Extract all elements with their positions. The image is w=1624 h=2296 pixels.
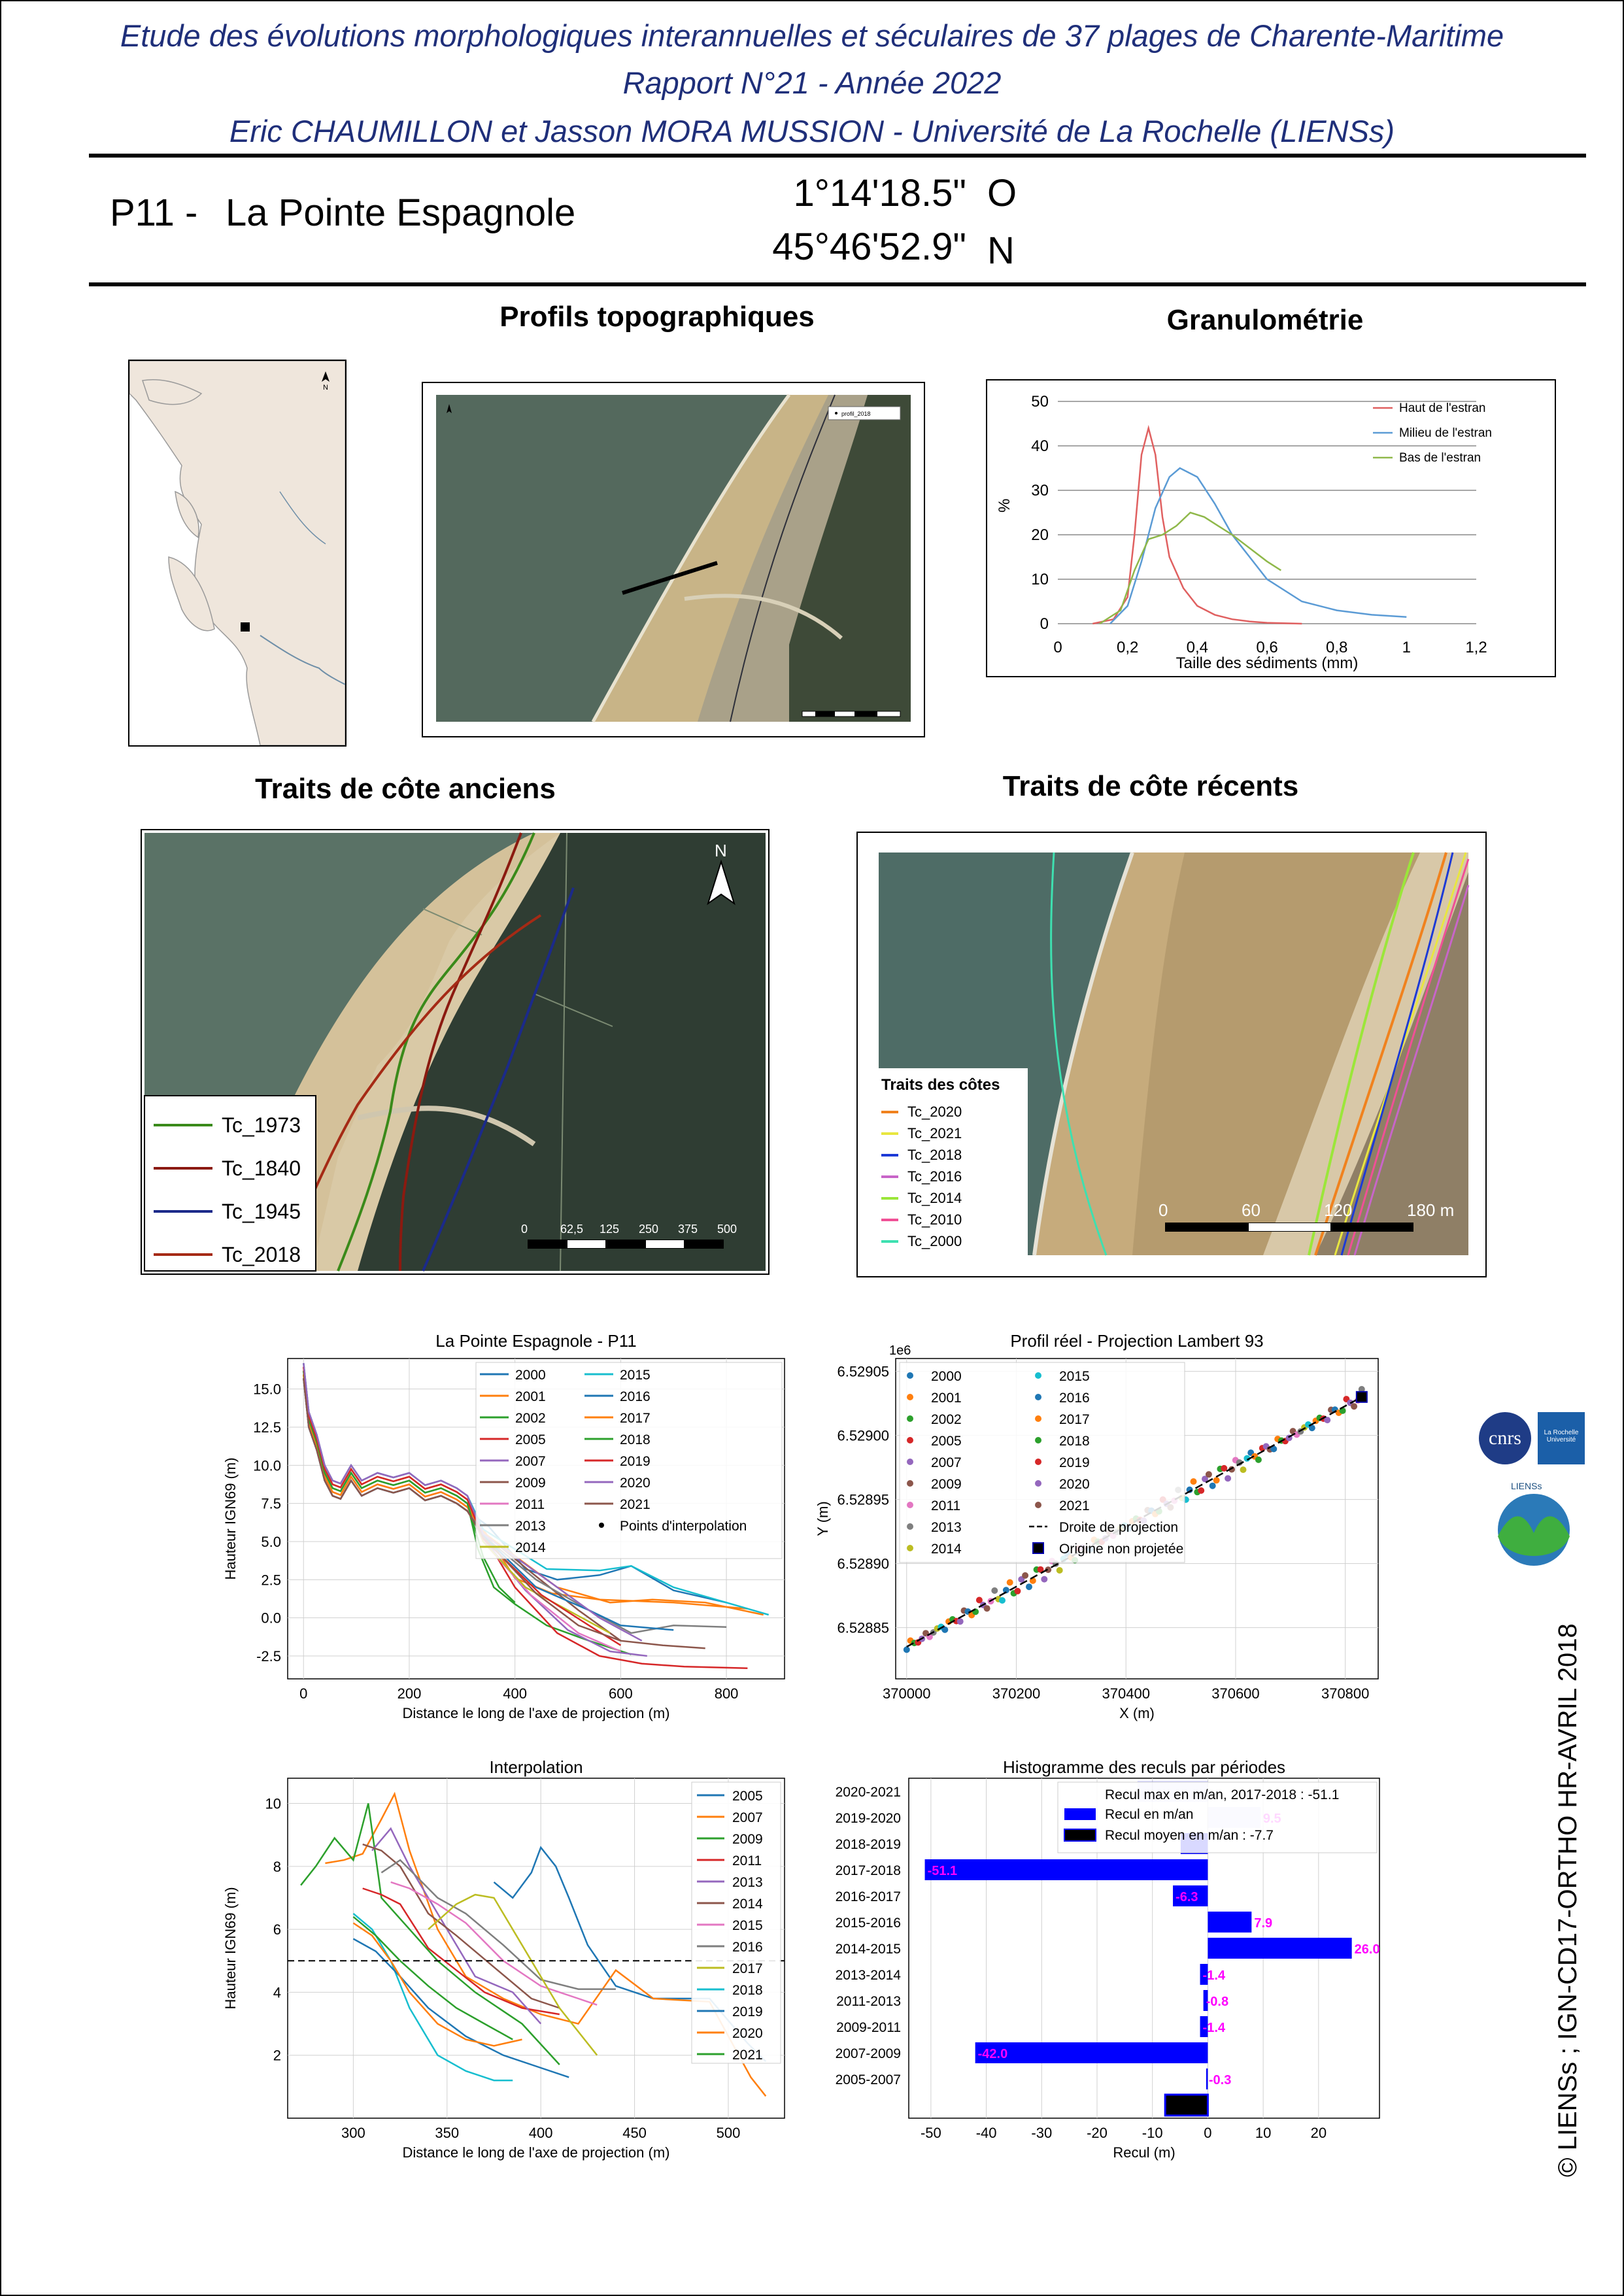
- x-tick-label: 0,8: [1325, 639, 1348, 656]
- image-credit: © LIENSs ; IGN-CD17-ORTHO HR-AVRIL 2018: [1553, 1623, 1582, 2177]
- legend-label: 2016: [1059, 1391, 1090, 1406]
- data-point: [1022, 1572, 1028, 1579]
- legend-marker: [907, 1480, 913, 1487]
- legend-label: 2002: [931, 1412, 962, 1427]
- legend-label: 2016: [620, 1389, 651, 1404]
- legend-item: [881, 1123, 962, 1144]
- real-profile-chart: [811, 1321, 1399, 1732]
- x-tick-label: 350: [435, 2125, 460, 2141]
- legend-item: [154, 1233, 301, 1275]
- scale-label: 125: [600, 1223, 620, 1236]
- header-rule-top: [89, 154, 1586, 158]
- section-title-profils: Profils topographiques: [499, 301, 815, 333]
- y-tick-label: 0.0: [261, 1610, 281, 1627]
- x-tick-label: 10: [1255, 2125, 1272, 2141]
- legend-label: Tc_2018: [222, 1242, 301, 1266]
- x-tick-label: 450: [622, 2125, 647, 2141]
- legend-label: Tc_2010: [907, 1211, 962, 1228]
- legend-marker: [907, 1415, 913, 1422]
- scale-label: 180 m: [1407, 1200, 1455, 1220]
- legend-label: Tc_1840: [222, 1156, 301, 1180]
- y-tick-label: 8: [273, 1858, 281, 1875]
- legend-swatch: [881, 1219, 898, 1221]
- y-tick-label: 2016-2017: [835, 1889, 901, 1904]
- x-tick-label: 400: [503, 1685, 528, 1702]
- data-point: [1026, 1583, 1032, 1590]
- scale-segment: [1165, 1223, 1248, 1232]
- legend-label: 2015: [620, 1368, 651, 1383]
- x-tick-label: 500: [716, 2125, 741, 2141]
- section-title-granulo: Granulométrie: [1166, 304, 1364, 336]
- legend-marker: [1035, 1502, 1041, 1508]
- legend-label: 2005: [515, 1432, 546, 1447]
- bar: [975, 2042, 1208, 2063]
- x-tick-label: 0: [299, 1685, 308, 1702]
- bar: [1208, 1912, 1251, 1933]
- bar: [925, 1859, 1208, 1880]
- legend-item: [881, 1230, 962, 1252]
- legend-label: 2017: [732, 1961, 763, 1976]
- y-tick-label: 10: [265, 1795, 281, 1812]
- scale-segment: [528, 1240, 567, 1249]
- data-point: [984, 1605, 990, 1612]
- legend-label: 2007: [931, 1455, 962, 1470]
- legend-label: 2019: [732, 2004, 763, 2019]
- legend-label: 2016: [732, 1940, 763, 1955]
- legend-label: Haut de l'estran: [1399, 401, 1486, 415]
- data-point: [1240, 1466, 1247, 1473]
- bar-value-label: 26.0: [1354, 1942, 1380, 1957]
- x-tick-label: 370400: [1102, 1685, 1150, 1702]
- profile-map-legend: profil_2018: [841, 411, 871, 417]
- data-point: [991, 1587, 998, 1594]
- data-point: [1351, 1403, 1357, 1410]
- profiles-chart: [216, 1321, 798, 1732]
- y-tick-label: 2019-2020: [835, 1811, 901, 1826]
- site-latitude: 45°46'52.9": [772, 226, 966, 268]
- profile-aerial-map: [422, 382, 925, 737]
- scale-label: 0: [521, 1223, 528, 1236]
- y-tick-label: 2.5: [261, 1572, 281, 1589]
- legend-swatch: [154, 1124, 212, 1126]
- legend-swatch: [881, 1175, 898, 1178]
- legend-label: Tc_2014: [907, 1189, 962, 1206]
- legend-swatch: [881, 1154, 898, 1156]
- svg-text:N: N: [715, 841, 727, 860]
- report-title: Etude des évolutions morphologiques interannuelles et séculaires de 37 plages de Charente-Maritime: [120, 18, 1504, 53]
- site-longitude: 1°14'18.5": [793, 172, 966, 214]
- legend-label: 2007: [515, 1454, 546, 1469]
- legend-item: [881, 1144, 962, 1166]
- y-tick-label: 6.52900: [837, 1427, 889, 1444]
- legend-label: 2009: [515, 1476, 546, 1491]
- legend-label: 2020: [732, 2026, 763, 2041]
- legend-label: 2013: [515, 1519, 546, 1534]
- granulometry-chart: [986, 379, 1556, 677]
- legend-label: Recul en m/an: [1105, 1807, 1194, 1822]
- legend-label: 2011: [931, 1498, 961, 1513]
- scale-segment: [1248, 1223, 1331, 1232]
- chart-title: Histogramme des reculs par périodes: [1002, 1757, 1286, 1777]
- scale-label: 0: [1159, 1200, 1168, 1220]
- legend-label: 2020: [620, 1476, 651, 1491]
- scale-label: 60: [1242, 1200, 1260, 1220]
- svg-text:N: N: [323, 384, 328, 392]
- y-tick-label: 50: [1031, 393, 1049, 411]
- origin-marker: [1357, 1392, 1367, 1402]
- legend-label: 2005: [732, 1789, 763, 1804]
- legend-marker: [599, 1523, 604, 1528]
- x-tick-label: 370600: [1211, 1685, 1260, 1702]
- x-tick-label: -50: [920, 2125, 941, 2141]
- legend-label: 2011: [515, 1497, 545, 1512]
- data-point: [1041, 1576, 1047, 1583]
- legend-marker: [907, 1394, 913, 1400]
- legend-label: Tc_2016: [907, 1168, 962, 1185]
- scale-label: 250: [639, 1223, 659, 1236]
- x-axis-label: Recul (m): [1113, 2144, 1176, 2161]
- y-axis-label: Y (m): [815, 1501, 831, 1536]
- legend-label: 2002: [515, 1411, 546, 1426]
- legend-label: 2014: [931, 1542, 962, 1557]
- legend-marker: [1035, 1415, 1041, 1422]
- site-latitude-dir: N: [987, 229, 1015, 272]
- y-tick-label: 5.0: [261, 1534, 281, 1550]
- bar: [1208, 1938, 1351, 1959]
- site-longitude-dir: O: [987, 172, 1017, 214]
- site-name: La Pointe Espagnole: [226, 192, 576, 234]
- legend-label: Tc_2020: [907, 1103, 962, 1120]
- data-point: [1206, 1471, 1212, 1477]
- x-tick-label: 1: [1402, 639, 1412, 656]
- y-tick-label: 6.52890: [837, 1555, 889, 1572]
- y-tick-label: 12.5: [253, 1419, 281, 1436]
- legend-label: 2013: [732, 1875, 763, 1890]
- legend-label: 2007: [732, 1810, 763, 1825]
- scale-segment: [645, 1240, 685, 1249]
- y-tick-label: 30: [1031, 482, 1049, 499]
- legend-marker: [1035, 1437, 1041, 1443]
- x-tick-label: 800: [714, 1685, 739, 1702]
- legend-swatch: [154, 1253, 212, 1256]
- scale-label: 375: [678, 1223, 698, 1236]
- legend-item: [881, 1101, 962, 1123]
- legend-label: Tc_2021: [907, 1124, 962, 1141]
- data-point: [1213, 1477, 1220, 1483]
- y-tick-label: -2.5: [256, 1648, 281, 1664]
- y-tick-label: 2: [273, 2047, 281, 2064]
- legend-label: 2020: [1059, 1477, 1090, 1492]
- y-tick-label: 2005-2007: [835, 2072, 901, 2087]
- interpolation-chart: [216, 1752, 798, 2184]
- section-title-anciens: Traits de côte anciens: [255, 773, 556, 805]
- y-tick-label: 20: [1031, 526, 1049, 544]
- interp-line: [353, 1917, 513, 2040]
- legend-label: 2018: [732, 1983, 763, 1998]
- legend-label: 2009: [732, 1832, 763, 1847]
- y-tick-label: 4: [273, 1984, 281, 2001]
- legend-label: Tc_2018: [907, 1146, 962, 1163]
- legend-swatch: [1064, 1829, 1096, 1841]
- legend-item: [154, 1147, 301, 1190]
- legend-marker: [907, 1437, 913, 1443]
- y-tick-label: 7.5: [261, 1495, 281, 1512]
- legend-marker: [907, 1372, 913, 1379]
- legend-label: 2001: [931, 1391, 962, 1406]
- x-tick-label: 0: [1053, 639, 1062, 656]
- y-axis-label: Hauteur IGN69 (m): [222, 1457, 239, 1580]
- y-tick-label: 2014-2015: [835, 1942, 901, 1957]
- legend-label: 2001: [515, 1389, 546, 1404]
- legend-marker: [1033, 1543, 1043, 1553]
- y-axis-label: %: [996, 498, 1013, 513]
- x-tick-label: 0,2: [1116, 639, 1139, 656]
- x-tick-label: 1,2: [1465, 639, 1487, 656]
- y-axis-label: Hauteur IGN69 (m): [222, 1887, 239, 2010]
- scale-label: 500: [717, 1223, 737, 1236]
- legend-label: Recul moyen en m/an : -7.7: [1105, 1828, 1274, 1843]
- legend-label: 2000: [931, 1369, 962, 1384]
- bar: [1206, 2068, 1208, 2089]
- bar-value-label: -6.3: [1176, 1890, 1198, 1904]
- scale-label: 120: [1324, 1200, 1353, 1220]
- scale-segment: [685, 1240, 724, 1249]
- lienss-logo-text: LIENSs: [1511, 1481, 1542, 1491]
- scale-label: 62,5: [560, 1223, 584, 1236]
- y-tick-label: 2011-2013: [836, 1994, 901, 2009]
- header-rule-bottom: [89, 282, 1586, 286]
- data-point: [1255, 1457, 1262, 1463]
- legend-label: Origine non projetée: [1059, 1542, 1184, 1557]
- y-tick-label: 2007-2009: [835, 2046, 901, 2061]
- chart-title: La Pointe Espagnole - P11: [435, 1331, 637, 1351]
- data-point: [904, 1646, 910, 1653]
- scale-segment: [606, 1240, 645, 1249]
- legend-label: 2017: [620, 1411, 651, 1426]
- chart-title: Profil réel - Projection Lambert 93: [1010, 1331, 1264, 1351]
- interp-line: [301, 1804, 560, 2065]
- legend-swatch: [1064, 1808, 1096, 1820]
- legend-swatch: [881, 1240, 898, 1243]
- y-tick-label: 0: [1040, 615, 1049, 633]
- legend-label: Tc_2000: [907, 1232, 962, 1249]
- site-location-marker: [241, 622, 250, 632]
- y-tick-label: 2013-2014: [835, 1968, 901, 1983]
- x-tick-label: 0,6: [1256, 639, 1278, 656]
- data-point: [999, 1597, 1006, 1604]
- x-tick-label: -10: [1142, 2125, 1163, 2141]
- legend-label: 2021: [620, 1497, 651, 1512]
- scale-segment: [1330, 1223, 1413, 1232]
- legend-item: [154, 1190, 301, 1233]
- x-tick-label: 600: [609, 1685, 633, 1702]
- data-point: [1007, 1579, 1013, 1586]
- legend-marker: [1035, 1372, 1041, 1379]
- x-tick-label: -40: [975, 2125, 997, 2141]
- scale-segment: [567, 1240, 606, 1249]
- chart-title: Interpolation: [489, 1757, 583, 1777]
- legend-label: 2021: [1059, 1498, 1090, 1513]
- legend-item: [881, 1166, 962, 1187]
- legend-label: Milieu de l'estran: [1399, 426, 1492, 440]
- y-tick-label: 40: [1031, 437, 1049, 455]
- x-tick-label: 370200: [992, 1685, 1041, 1702]
- legend-label: 2021: [732, 2048, 763, 2063]
- bar-value-label: 7.9: [1254, 1916, 1273, 1931]
- data-point: [1210, 1483, 1216, 1489]
- x-axis-label: Distance le long de l'axe de projection (m): [402, 2144, 670, 2161]
- legend-marker: [907, 1459, 913, 1465]
- bar-value-label: -1.4: [1202, 1968, 1226, 1983]
- report-subtitle: Rapport N°21 - Année 2022: [622, 65, 1002, 100]
- legend-label: 2000: [515, 1368, 546, 1383]
- recent-shorelines-map: [856, 832, 1487, 1277]
- legend-marker: [907, 1523, 913, 1530]
- legend-label: 2017: [1059, 1412, 1090, 1427]
- y-tick-label: 6.52895: [837, 1491, 889, 1508]
- legend-marker: [907, 1545, 913, 1551]
- retreat-histogram: [791, 1752, 1399, 2184]
- x-tick-label: 400: [528, 2125, 553, 2141]
- legend-swatch: [881, 1132, 898, 1135]
- data-point: [1225, 1475, 1231, 1481]
- data-point: [1014, 1588, 1021, 1595]
- bar-value-label: -42.0: [977, 2047, 1008, 2061]
- x-axis-label: Distance le long de l'axe de projection (m): [402, 1705, 670, 1721]
- y-tick-label: 2020-2021: [835, 1785, 901, 1800]
- y-tick-label: 2009-2011: [836, 2020, 901, 2035]
- location-map: [128, 360, 347, 747]
- legend-item: [881, 1187, 962, 1209]
- legend-label: Points d'interpolation: [620, 1519, 747, 1534]
- legend-label: Recul max en m/an, 2017-2018 : -51.1: [1105, 1787, 1340, 1802]
- x-tick-label: 370800: [1321, 1685, 1370, 1702]
- legend-label: 2019: [1059, 1455, 1090, 1470]
- x-tick-label: 300: [341, 2125, 365, 2141]
- legend-label: 2014: [732, 1897, 763, 1912]
- y-tick-label: 10.0: [253, 1457, 281, 1474]
- legend-label: Tc_1973: [222, 1113, 301, 1137]
- x-tick-label: 370000: [883, 1685, 931, 1702]
- legend-label: Droite de projection: [1059, 1520, 1179, 1535]
- y-tick-label: 10: [1031, 571, 1049, 588]
- x-axis-label: Taille des sédiments (mm): [1176, 654, 1359, 672]
- report-authors: Eric CHAUMILLON et Jasson MORA MUSSION - Université de La Rochelle (LIENSs): [229, 114, 1395, 148]
- legend-swatch: [881, 1197, 898, 1200]
- bar-value-label: -0.3: [1208, 2073, 1232, 2087]
- x-axis-label: X (m): [1119, 1705, 1155, 1721]
- x-tick-label: -20: [1087, 2125, 1108, 2141]
- legend-label: 2019: [620, 1454, 651, 1469]
- x-tick-label: 200: [397, 1685, 422, 1702]
- x-tick-label: -30: [1031, 2125, 1053, 2141]
- bar-value-label: -0.8: [1206, 1995, 1229, 2009]
- legend-label: Tc_1945: [222, 1199, 301, 1223]
- legend-swatch: [154, 1210, 212, 1213]
- cnrs-logo: cnrs: [1479, 1412, 1531, 1464]
- y-tick-label: 2018-2019: [835, 1837, 901, 1852]
- legend-label: Bas de l'estran: [1399, 451, 1481, 465]
- legend-item: [154, 1104, 301, 1147]
- legend-marker: [907, 1502, 913, 1508]
- data-point: [957, 1618, 964, 1625]
- x-tick-label: 0,4: [1186, 639, 1209, 656]
- series-line: [1110, 468, 1406, 624]
- legend-label: 2011: [732, 1853, 762, 1868]
- section-title-recents: Traits de côte récents: [1002, 770, 1299, 802]
- y-tick-label: 15.0: [253, 1381, 281, 1398]
- y-tick-label: 6: [273, 1921, 281, 1938]
- legend-swatch: [154, 1167, 212, 1170]
- data-point: [1057, 1567, 1063, 1574]
- interp-line: [363, 1844, 560, 2008]
- legend-label: 2015: [1059, 1369, 1090, 1384]
- y-tick-label: 6.52885: [837, 1619, 889, 1636]
- bar-value-label: -1.4: [1202, 2021, 1226, 2035]
- old-shorelines-map: [141, 829, 770, 1275]
- site-code: P11 -: [110, 192, 198, 234]
- x-tick-label: 0: [1204, 2125, 1212, 2141]
- interp-line: [372, 1829, 541, 2024]
- recent-legend-title: Traits des côtes: [881, 1076, 1000, 1094]
- y-tick-label: 2015-2016: [835, 1916, 901, 1931]
- legend-label: 2005: [931, 1434, 962, 1449]
- legend-marker: [1035, 1394, 1041, 1400]
- y-tick-label: 2017-2018: [835, 1863, 901, 1878]
- legend-swatch: [881, 1111, 898, 1113]
- interp-line: [353, 1939, 569, 2078]
- data-point: [1198, 1487, 1204, 1494]
- offset-label: 1e6: [889, 1343, 911, 1358]
- recent-scale-bar: [1159, 1200, 1455, 1253]
- old-scale-bar: [521, 1223, 750, 1262]
- legend-marker: [1035, 1459, 1041, 1465]
- series-line: [1092, 428, 1302, 624]
- legend-item: [881, 1209, 962, 1230]
- legend-label: 2013: [931, 1520, 962, 1535]
- legend-label: 2009: [931, 1477, 962, 1492]
- legend-label: 2018: [620, 1432, 651, 1447]
- data-point: [1191, 1478, 1197, 1485]
- bar-value-label: -51.1: [927, 1864, 958, 1878]
- mean-bar: [1165, 2095, 1208, 2116]
- y-tick-label: 6.52905: [837, 1363, 889, 1380]
- x-tick-label: 20: [1310, 2125, 1327, 2141]
- legend-label: 2018: [1059, 1434, 1090, 1449]
- la-rochelle-logo: La Rochelle Université: [1538, 1412, 1585, 1464]
- legend-label: 2015: [732, 1918, 763, 1933]
- legend-marker: [1035, 1480, 1041, 1487]
- legend-label: 2014: [515, 1540, 546, 1555]
- lienss-logo: [1488, 1471, 1580, 1569]
